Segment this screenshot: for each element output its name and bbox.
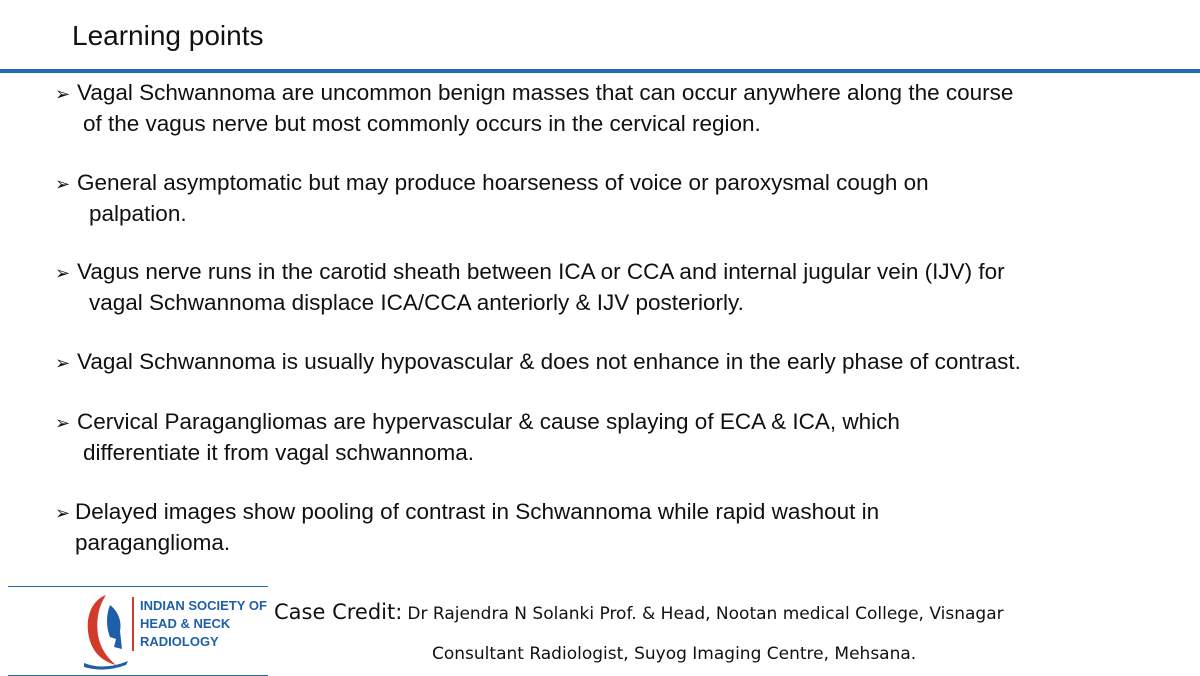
bullet-text: Vagus nerve runs in the carotid sheath between ICA or CCA and internal jugular vein (IJV) for (77, 259, 1005, 284)
bullet-text-continued: palpation. (89, 201, 187, 226)
arrow-bullet-icon: ➢ (55, 353, 71, 373)
arrow-bullet-icon: ➢ (55, 84, 71, 104)
case-credit-label: Case Credit: (274, 600, 403, 624)
list-item (55, 497, 879, 558)
bullet-text: Delayed images show pooling of contrast in Schwannoma while rapid washout in (75, 499, 880, 524)
arrow-bullet-icon: ➢ (55, 174, 71, 194)
arrow-bullet-icon: ➢ (55, 503, 71, 523)
arrow-bullet-icon: ➢ (55, 263, 71, 283)
bullet-text-continued: of the vagus nerve but most commonly occurs in the cervical region. (83, 111, 761, 136)
society-name-line: INDIAN SOCIETY OF (140, 598, 267, 613)
title-divider (0, 69, 1200, 73)
case-credit-line-2: Consultant Radiologist, Suyog Imaging Centre, Mehsana. (432, 644, 917, 664)
bullet-text: Vagal Schwannoma is usually hypovascular & does not enhance in the early phase of contrast. (77, 349, 1021, 374)
case-credit (274, 600, 1004, 624)
society-name (132, 597, 267, 651)
bullet-text-continued: vagal Schwannoma displace ICA/CCA anteriorly & IJV posteriorly. (89, 290, 744, 315)
list-item (55, 78, 1013, 139)
bullet-text: General asymptomatic but may produce hoarseness of voice or paroxysmal cough on (77, 170, 929, 195)
society-logo (8, 586, 268, 676)
society-name-line: RADIOLOGY (140, 634, 219, 649)
case-credit-line-1: Dr Rajendra N Solanki Prof. & Head, Nootan medical College, Visnagar (407, 604, 1004, 624)
arrow-bullet-icon: ➢ (55, 413, 71, 433)
bullet-text: Vagal Schwannoma are uncommon benign masses that can occur anywhere along the course (77, 80, 1014, 105)
bullet-text-continued: differentiate it from vagal schwannoma. (83, 440, 475, 465)
bullet-text-continued: paraganglioma. (75, 530, 231, 555)
head-neck-logo-icon (76, 591, 132, 671)
list-item (55, 347, 1021, 378)
bullet-text: Cervical Paragangliomas are hypervascular & cause splaying of ECA & ICA, which (77, 409, 900, 434)
list-item (55, 257, 1005, 318)
list-item (55, 168, 929, 229)
society-name-line: HEAD & NECK (140, 616, 231, 631)
page-title: Learning points (72, 20, 264, 51)
list-item (55, 407, 900, 468)
